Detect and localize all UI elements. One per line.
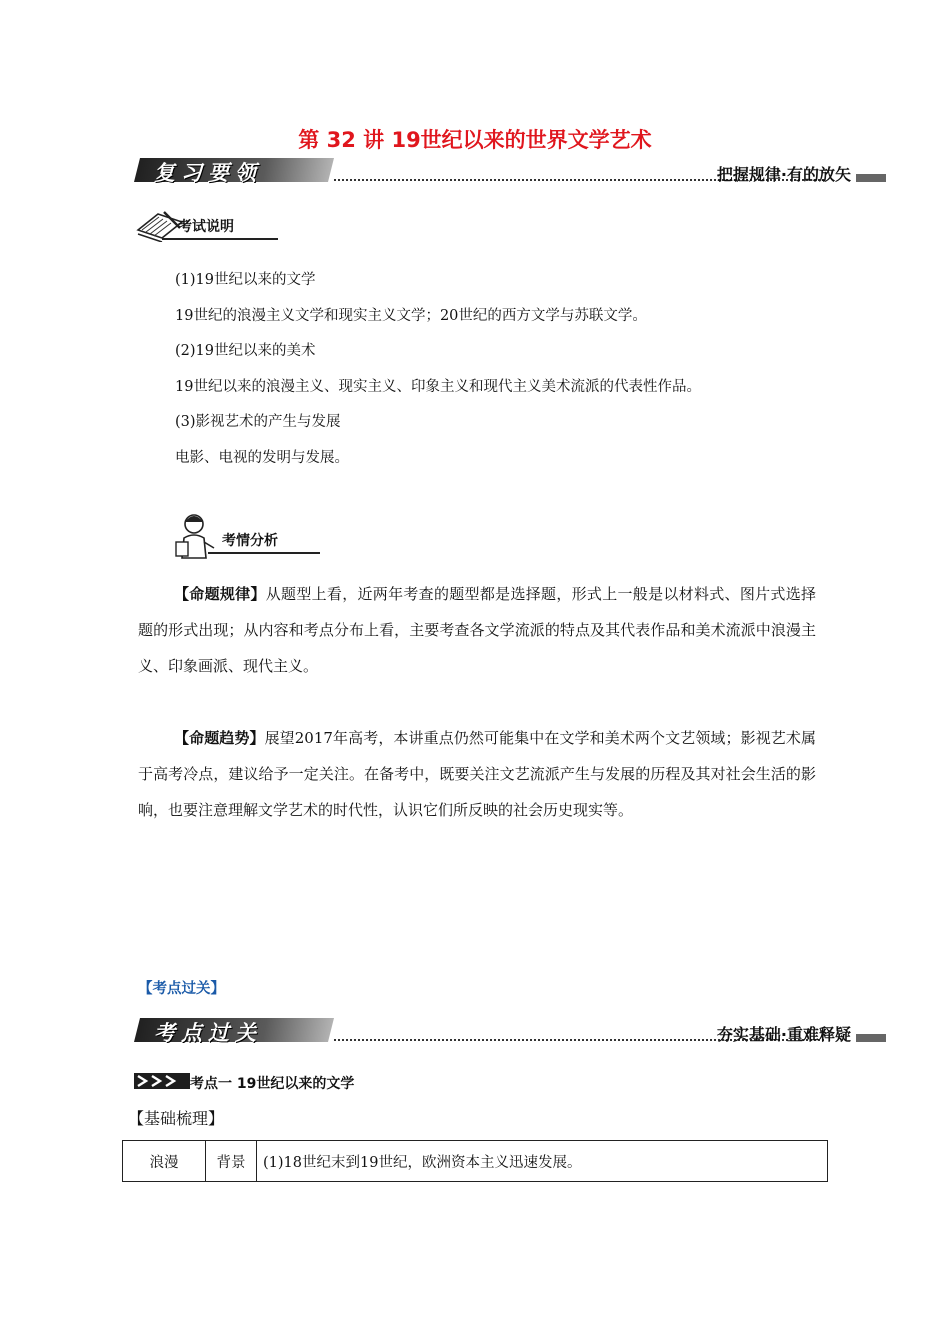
- banner-end-block: [856, 1034, 886, 1042]
- table-cell: 背景: [206, 1141, 257, 1182]
- kaodian-banner: [134, 1010, 886, 1045]
- proposition-trend-heading: 【命题趋势】: [174, 729, 265, 747]
- proposition-trend-text: 展望2017年高考，本讲重点仍然可能集中在文学和美术两个文艺领域；影视艺术属于高考冷点，建议给予一定关注。在备考中，既要关注文艺流派产生与发展的历程及其对社会生活的影响，也要注意理解文学艺术的时代性，认识它们所反映的社会历史现实等。: [138, 729, 816, 819]
- exam-item: 电影、电视的发明与发展。: [175, 450, 349, 466]
- table-cell: 浪漫: [123, 1141, 206, 1182]
- review-essentials-banner: [134, 150, 886, 185]
- exam-item: (1)19世纪以来的文学: [175, 272, 316, 288]
- exam-item: 19世纪以来的浪漫主义、现实主义、印象主义和现代主义美术流派的代表性作品。: [175, 379, 701, 395]
- page-title: 第 32 讲 19世纪以来的世界文学艺术: [298, 128, 652, 152]
- exam-item: (2)19世纪以来的美术: [175, 343, 316, 359]
- exam-description-header: [134, 208, 279, 244]
- proposition-rule-paragraph: [138, 576, 816, 684]
- exam-description-label: 考试说明: [178, 219, 234, 235]
- kaodian-tag: 【考点过关】: [138, 981, 225, 997]
- knowledge-table: [122, 1140, 828, 1182]
- analysis-label: 考情分析: [222, 533, 278, 549]
- exam-item: (3)影视艺术的产生与发展: [175, 414, 341, 430]
- proposition-rule-text: 从题型上看，近两年考查的题型都是选择题，形式上一般是以材料式、图片式选择题的形式出现；从内容和考点分布上看，主要考查各文学流派的特点及其代表作品和美术流派中浪漫主义、印象画派、现代主义。: [138, 585, 816, 675]
- proposition-rule-heading: 【命题规律】: [174, 585, 266, 603]
- label-underline: [162, 238, 278, 240]
- label-underline: [208, 552, 320, 554]
- table-row: [123, 1141, 828, 1182]
- exam-item: 19世纪的浪漫主义文学和现实主义文学；20世纪的西方文学与苏联文学。: [175, 308, 647, 324]
- proposition-trend-paragraph: [138, 720, 816, 828]
- point-one-title: 考点一 19世纪以来的文学: [190, 1076, 355, 1092]
- banner-left-label: 复习要领: [154, 161, 262, 185]
- triple-chevron-icon: [134, 1073, 190, 1089]
- table-cell: (1)18世纪末到19世纪，欧洲资本主义迅速发展。: [257, 1141, 828, 1182]
- basic-review-label: 【基础梳理】: [128, 1109, 225, 1128]
- analysis-header: [172, 512, 322, 562]
- banner-end-block: [856, 174, 886, 182]
- banner-right-label: 把握规律·有的放矢: [716, 165, 851, 184]
- point-arrow-bar: [134, 1073, 190, 1089]
- banner-left-label: 考点过关: [154, 1021, 262, 1045]
- banner-right-label: 夯实基础·重难释疑: [716, 1025, 851, 1044]
